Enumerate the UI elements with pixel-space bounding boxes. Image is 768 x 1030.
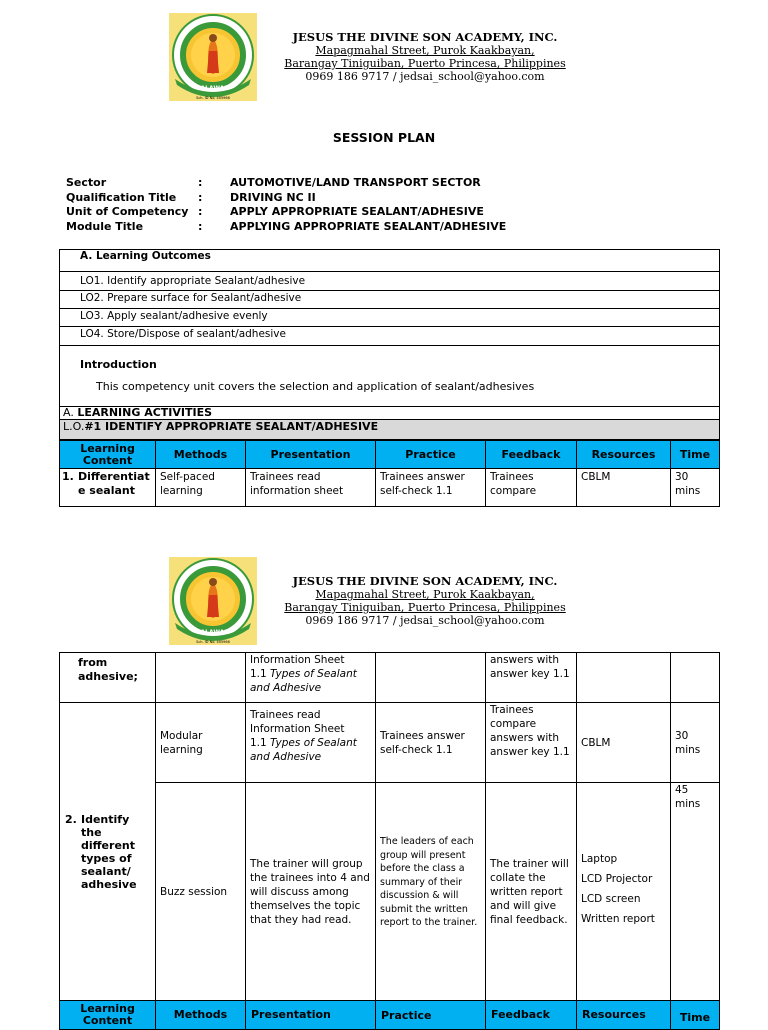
practice-cell [375,782,486,1001]
meta-row-qualification [66,191,506,206]
presentation-cell [245,652,376,703]
methods-cell [155,652,246,703]
time-cell: 30 mins [670,468,720,507]
activities-title: LEARNING ACTIVITIES [77,406,213,419]
resources-text: CBLM [581,736,611,749]
resource-item: Laptop [581,853,618,865]
time-cell [670,702,720,783]
meta-block [66,176,506,235]
resources-cell: CBLM [576,468,671,507]
content-cell [59,702,156,1001]
outcome-item: LO4. Store/Dispose of sealant/adhesive [60,327,719,346]
presentation-text: Information Sheet [250,654,345,666]
feedback-cell: Trainees compare [485,468,577,507]
outcomes-heading: A. Learning Outcomes [60,250,719,272]
lo1-bar [59,420,720,440]
resource-item: LCD screen [581,893,641,905]
practice-cell [375,652,486,703]
meta-label: Qualification Title [66,190,177,204]
content-cell [59,468,156,507]
meta-sep: : [198,176,203,189]
content-text: Identify the different types of sealant/ adhesive [81,812,137,891]
feedback-text: The trainer will collate the written report and will give final feedback. [490,857,569,926]
col-header-methods: Methods [155,1000,246,1030]
practice-text: Trainees answer self-check 1.1 [380,729,465,756]
col-header-feedback: Feedback [485,1000,577,1030]
presentation-cell [245,702,376,783]
feedback-cell: Trainees compare answers with answer key 1.1 [485,702,577,783]
time-text: 45 mins [675,784,701,810]
col-header-presentation: Presentation [245,1000,376,1030]
methods-cell [155,782,246,1001]
meta-sep: : [198,205,203,219]
meta-sep: : [198,190,203,204]
lo-prefix: L.O. [63,420,85,433]
meta-row-module [66,220,506,235]
meta-row-unit [66,205,506,220]
meta-value: AUTOMOTIVE/LAND TRANSPORT SECTOR [230,176,481,189]
time-cell [670,782,720,1001]
col-header-learning-content: Learning Content [59,440,156,469]
outcome-item: LO2. Prepare surface for Sealant/adhesive [60,291,719,309]
feedback-cell: answers with answer key 1.1 [485,652,577,703]
presentation-ref: 1.1 [250,737,271,749]
col-header-resources: Resources [576,1000,671,1030]
presentation-ref: 1.1 [250,668,271,680]
content-cell: from adhesive; [59,652,156,703]
methods-cell: Self-paced learning [155,468,246,507]
introduction-text: This competency unit covers the selection and application of sealant/adhesives [96,380,535,393]
methods-cell [155,702,246,783]
feedback-cell [485,782,577,1001]
col-header-methods: Methods [155,440,246,469]
meta-label: Unit of Competency [66,205,189,219]
page-title: SESSION PLAN [332,130,436,145]
content-line-a: Differentiat [78,470,150,483]
practice-text: The leaders of each group will present before the class a summary of their discussion & will submit the written report to the trainer. [380,836,478,928]
col-header-resources: Resources [576,440,671,469]
contact-line: 0969 186 9717 / jedsai_school@yahoo.com [305,614,545,627]
address-line-1: Mapagmahal Street, Purok Kaakbayan, [315,588,535,601]
resources-cell [576,782,671,1001]
col-header-practice: Practice [375,1000,486,1030]
outcome-item: LO3. Apply sealant/adhesive evenly [60,309,719,327]
learning-activities-heading [59,407,720,420]
time-cell [670,652,720,703]
content-line-b: e sealant [78,484,136,497]
content-number: 1. [62,470,74,483]
col-header-feedback: Feedback [485,440,577,469]
meta-label: Module Title [66,220,144,234]
resource-item: LCD Projector [581,873,653,885]
logo-palawan-text: PALAWAN [196,85,230,92]
methods-text: Buzz session [160,885,228,898]
logo-school-id: Sch. ID No. 405966 [196,96,230,100]
address-line-1: Mapagmahal Street, Purok Kaakbayan, [315,44,535,57]
meta-row-sector [66,176,506,191]
activities-prefix: A. [63,406,74,419]
col-header-learning-content: Learning Content [59,1000,156,1030]
col-header-time: Time [670,440,720,469]
logo-school-id: Sch. ID No. 405966 [196,640,230,644]
introduction-heading: Introduction [80,358,157,371]
resource-item: Written report [581,913,655,925]
resources-cell [576,652,671,703]
lo-title: #1 IDENTIFY APPROPRIATE SEALANT/ADHESIVE [84,420,379,433]
presentation-text: Trainees read Information Sheet [250,709,345,735]
meta-value: APPLY APPROPRIATE SEALANT/ADHESIVE [230,205,484,219]
presentation-text: The trainer will group the trainees into 4 and will discuss among themselves the topic that they had read. [250,857,370,926]
meta-sep: : [198,220,203,234]
meta-value: APPLYING APPROPRIATE SEALANT/ADHESIVE [230,220,507,234]
school-name: JESUS THE DIVINE SON ACADEMY, INC. [292,30,558,44]
presentation-cell: Trainees read information sheet [245,468,376,507]
col-header-practice: Practice [375,440,486,469]
outcome-item: LO1. Identify appropriate Sealant/adhesive [60,272,719,291]
time-text: 30 mins [675,729,701,756]
logo-palawan-text: PALAWAN [196,629,230,636]
practice-cell: Trainees answer self-check 1.1 [375,468,486,507]
resources-cell [576,702,671,783]
presentation-title: Types of Sealant and Adhesive [250,668,357,694]
meta-value: DRIVING NC II [230,190,316,204]
col-header-time: Time [670,1000,720,1030]
presentation-title: Types of Sealant and Adhesive [250,737,357,763]
school-logo [169,13,257,101]
meta-label: Sector [66,176,107,189]
presentation-cell [245,782,376,1001]
address-line-2: Barangay Tiniguiban, Puerto Princesa, Philippines [284,57,566,70]
col-header-presentation: Presentation [245,440,376,469]
school-name: JESUS THE DIVINE SON ACADEMY, INC. [292,574,558,588]
content-number: 2. [65,812,77,826]
practice-cell [375,702,486,783]
address-line-2: Barangay Tiniguiban, Puerto Princesa, Philippines [284,601,566,614]
learning-outcomes-box [59,249,720,407]
school-header [265,575,585,627]
school-logo [169,557,257,645]
methods-text: Modular learning [160,729,203,756]
school-header [265,31,585,83]
contact-line: 0969 186 9717 / jedsai_school@yahoo.com [305,70,545,83]
